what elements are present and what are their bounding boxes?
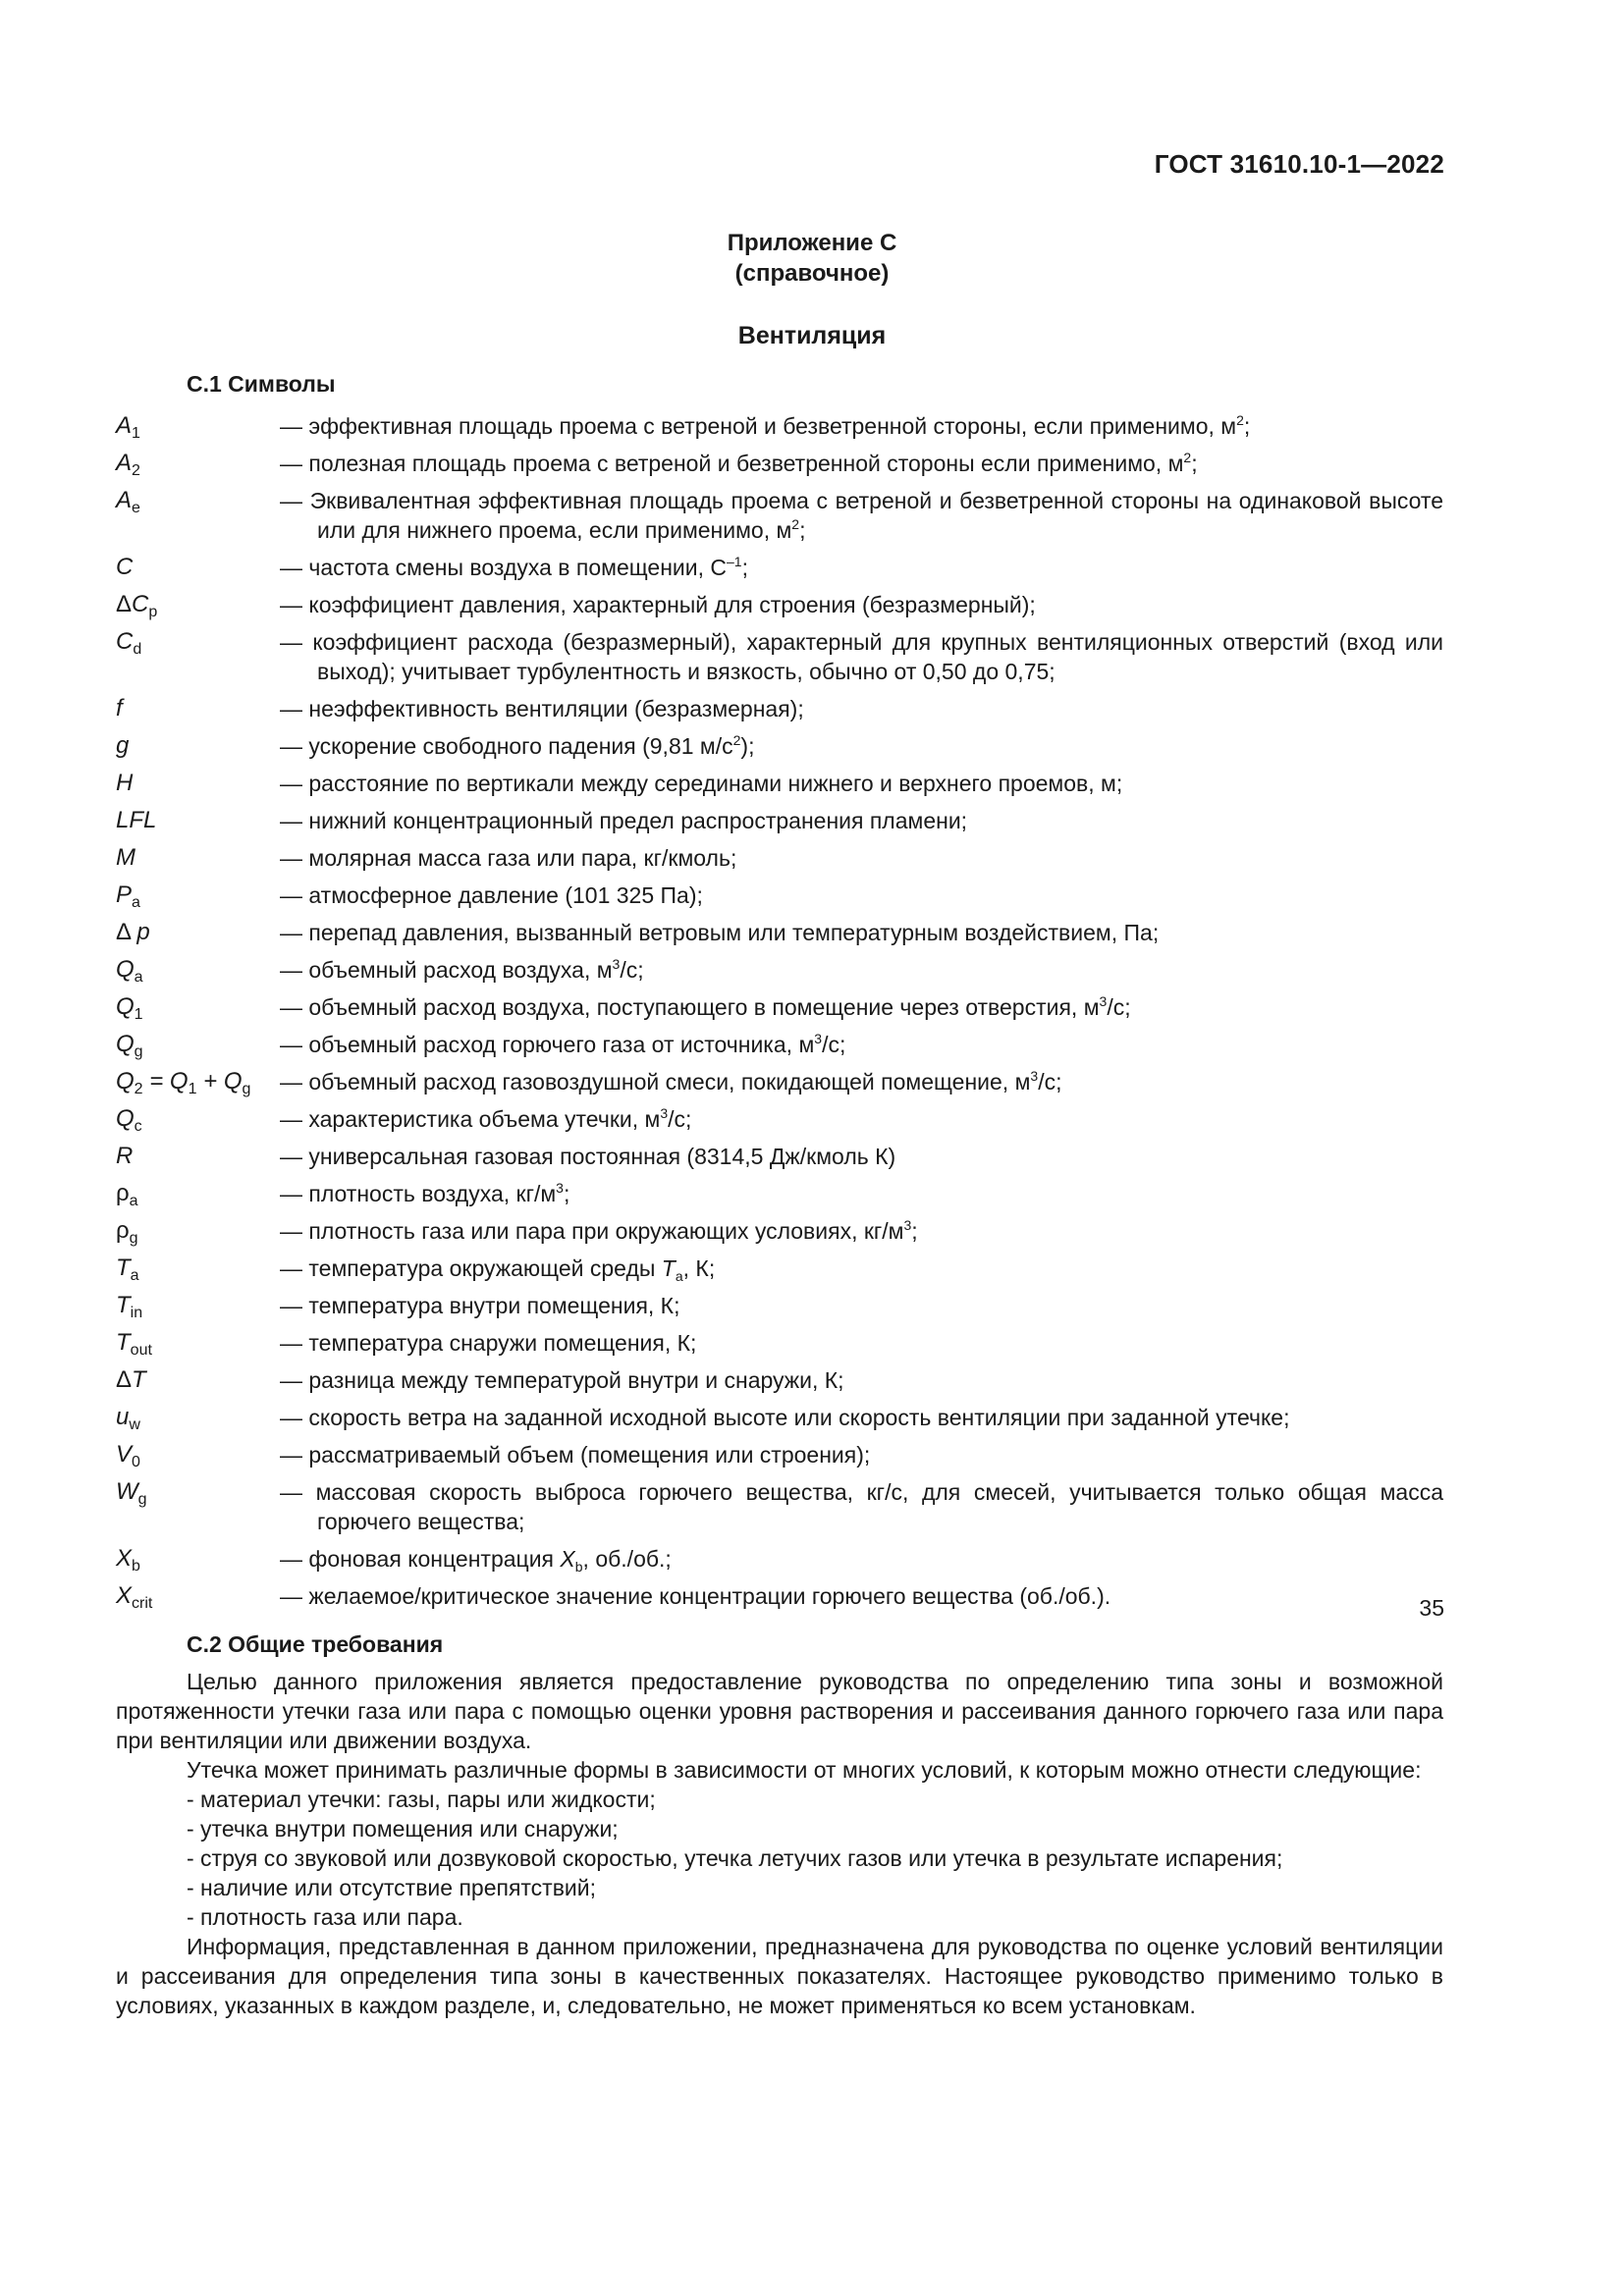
symbol-row xyxy=(116,1544,1443,1574)
symbol-description: — разница между температурой внутри и снаружи, К; xyxy=(280,1367,844,1393)
symbol-row xyxy=(116,694,1443,723)
symbol-row xyxy=(116,992,1443,1022)
symbol-row xyxy=(116,1477,1443,1536)
symbol-row xyxy=(116,1365,1443,1395)
symbol-row xyxy=(116,1030,1443,1059)
symbol-row xyxy=(116,1179,1443,1208)
symbol-description: — универсальная газовая постоянная (8314,5 Дж/кмоль К) xyxy=(280,1144,896,1169)
symbol-description: — ускорение свободного падения (9,81 $м/с^2$); xyxy=(280,732,755,759)
symbol-description: — желаемое/критическое значение концентрации горючего вещества (об./об.). xyxy=(280,1583,1111,1609)
symbol: $A_e$ xyxy=(116,487,140,516)
symbol-description: — температура внутри помещения, К; xyxy=(280,1293,680,1318)
symbol-row xyxy=(116,486,1443,545)
symbol-description: — перепад давления, вызванный ветровым или температурным воздействием, Па; xyxy=(280,920,1160,945)
symbol-row xyxy=(116,843,1443,873)
section-c1-title: C.1 Символы xyxy=(187,371,336,397)
symbol-description: — эффективная площадь проема с ветреной и безветренной стороны, если применимо, $м^2$; xyxy=(280,412,1251,439)
page-number: 35 xyxy=(1419,1595,1444,1621)
symbol-description: — характеристика объема утечки, $м^3/с$; xyxy=(280,1105,692,1132)
symbol: $T_{out}$ xyxy=(116,1329,152,1359)
symbol-description: — коэффициент расхода (безразмерный), характерный для крупных вентиляционных отверстий (вход или выход); учитывает турбулентность и вязкость, обычно от 0,50 до 0,75; xyxy=(280,629,1443,684)
symbol-description: — плотность воздуха, $кг/м^3$; xyxy=(280,1180,570,1206)
symbol-description: — температура снаружи помещения, К; xyxy=(280,1330,697,1356)
symbol-row xyxy=(116,1328,1443,1358)
symbol: $Q_c$ xyxy=(116,1105,142,1135)
symbol-row xyxy=(116,411,1443,441)
symbol-row xyxy=(116,918,1443,947)
bullet-item: - струя со звуковой или дозвуковой скоростью, утечка летучих газов или утечка в результате испарения; xyxy=(187,1845,1283,1871)
symbol-row xyxy=(116,1142,1443,1171)
bullet-item: - утечка внутри помещения или снаружи; xyxy=(187,1816,619,1842)
symbol: R xyxy=(116,1143,134,1169)
bullet-item: - плотность газа или пара. xyxy=(187,1904,463,1930)
symbol-row xyxy=(116,731,1443,761)
symbol: $X_{crit}$ xyxy=(116,1582,153,1612)
paragraph: Информация, представленная в данном приложении, предназначена для руководства по оценке условий вентиляции и рассеивания для определения типа зоны в качественных показателях. Настоящее руководство применимо только в условиях, указанных в каждом разделе, и, следовательно, не может применяться ко всем установкам. xyxy=(116,1934,1443,2018)
symbol-row xyxy=(116,1291,1443,1320)
symbol: $V_0$ xyxy=(116,1441,140,1470)
symbol-description: — скорость ветра на заданной исходной высоте или скорость вентиляции при заданной утечке; xyxy=(280,1405,1290,1430)
symbol: $P_a$ xyxy=(116,881,140,911)
annex-heading: Вентиляция xyxy=(737,322,887,349)
symbol-row xyxy=(116,881,1443,910)
annex-title: Приложение C xyxy=(727,230,897,256)
symbol: $Q_1$ xyxy=(116,993,143,1023)
symbol-row xyxy=(116,769,1443,798)
symbol-description: — атмосферное давление (101 325 Па); xyxy=(280,882,703,908)
symbol-description: — объемный расход воздуха, $м^3/с$; xyxy=(280,956,644,983)
symbol: $A_2$ xyxy=(116,450,140,479)
symbol: $\rho_g$ xyxy=(116,1217,138,1247)
bullet-list xyxy=(116,1785,1443,1932)
symbol: $C_d$ xyxy=(116,628,142,658)
symbol: g xyxy=(116,732,130,759)
symbol-row xyxy=(116,1254,1443,1283)
section-c2-body xyxy=(116,1667,1443,2020)
symbol: f xyxy=(116,695,123,721)
symbol: H xyxy=(116,770,134,796)
symbol-row xyxy=(116,1104,1443,1134)
paragraph: Утечка может принимать различные формы в зависимости от многих условий, к которым можно отнести следующие: xyxy=(187,1757,1422,1783)
symbol-row xyxy=(116,1440,1443,1469)
symbol: $T_a$ xyxy=(116,1255,139,1284)
symbol: LFL xyxy=(116,807,157,833)
bullet-item: - наличие или отсутствие препятствий; xyxy=(187,1875,597,1900)
symbol: $X_b$ xyxy=(116,1545,140,1575)
symbol-description: — расстояние по вертикали между серединами нижнего и верхнего проемов, м; xyxy=(280,771,1123,796)
symbol-row xyxy=(116,1067,1443,1096)
annex-title-block xyxy=(0,228,1624,289)
symbol: $u_w$ xyxy=(116,1404,140,1433)
symbol: $W_g$ xyxy=(116,1478,147,1508)
symbol-description: — объемный расход газовоздушной смеси, покидающей помещение, $м^3/с$; xyxy=(280,1068,1062,1095)
symbol-description: — частота смены воздуха в помещении, $С^{-1}$; xyxy=(280,554,748,580)
symbol-row xyxy=(116,627,1443,686)
symbol-description: — нижний концентрационный предел распространения пламени; xyxy=(280,808,968,833)
symbol-description: — фоновая концентрация $X_b$, об./об.; xyxy=(280,1546,672,1575)
symbol: ΔT xyxy=(116,1366,146,1393)
symbol-description: — полезная площадь проема с ветреной и безветренной стороны если применимо, $м^2$; xyxy=(280,450,1198,476)
symbol-description: — плотность газа или пара при окружающих условиях, $кг/м^3$; xyxy=(280,1217,918,1244)
symbol: $Q_2 = Q_1 + Q_g$ xyxy=(116,1068,251,1097)
symbol: $A_1$ xyxy=(116,412,140,442)
section-c2-title: C.2 Общие требования xyxy=(187,1631,444,1657)
symbol-row xyxy=(116,553,1443,582)
symbol-description: — объемный расход воздуха, поступающего в помещение через отверстия, $м^3/с$; xyxy=(280,993,1131,1020)
symbol-row xyxy=(116,955,1443,985)
symbol-description: — Эквивалентная эффективная площадь проема с ветреной и безветренной стороны на одинаковой высоте или для нижнего проема, если применимо, $м^2$; xyxy=(280,488,1443,543)
symbol-row xyxy=(116,1403,1443,1432)
symbol-description: — массовая скорость выброса горючего вещества, кг/с, для смесей, учитывается только общая масса горючего вещества; xyxy=(280,1479,1443,1534)
symbol-description: — неэффективность вентиляции (безразмерная); xyxy=(280,696,804,721)
symbol-row xyxy=(116,806,1443,835)
symbol: $Q_g$ xyxy=(116,1031,143,1060)
paragraph: Целью данного приложения является предоставление руководства по определению типа зоны и возможной протяженности утечки газа или пара с помощью оценки уровня растворения и рассеивания данного горючего газа или пара при вентиляции или движении воздуха. xyxy=(116,1669,1443,1753)
symbol: $\rho_a$ xyxy=(116,1180,138,1209)
symbol: Δ p xyxy=(116,919,150,945)
symbol-list xyxy=(116,411,1443,1619)
symbol-row xyxy=(116,590,1443,619)
standard-header: ГОСТ 31610.10-1—2022 xyxy=(1154,149,1444,179)
symbol: $Q_a$ xyxy=(116,956,143,986)
symbol-row xyxy=(116,449,1443,478)
symbol-description: — температура окружающей среды $T_a$, К; xyxy=(280,1255,716,1284)
symbol-description: — коэффициент давления, характерный для строения (безразмерный); xyxy=(280,592,1036,617)
symbol: $\Delta C_p$ xyxy=(116,591,158,620)
symbol: M xyxy=(116,844,135,871)
bullet-item: - материал утечки: газы, пары или жидкости; xyxy=(187,1787,656,1812)
symbol: C xyxy=(116,554,134,580)
symbol-description: — рассматриваемый объем (помещения или строения); xyxy=(280,1442,871,1468)
symbol-row xyxy=(116,1216,1443,1246)
annex-type: (справочное) xyxy=(734,260,890,287)
symbol-row xyxy=(116,1581,1443,1611)
symbol-description: — объемный расход горючего газа от источника, $м^3/с$; xyxy=(280,1031,846,1057)
symbol-description: — молярная масса газа или пара, кг/кмоль; xyxy=(280,845,737,871)
symbol: $T_{in}$ xyxy=(116,1292,143,1321)
